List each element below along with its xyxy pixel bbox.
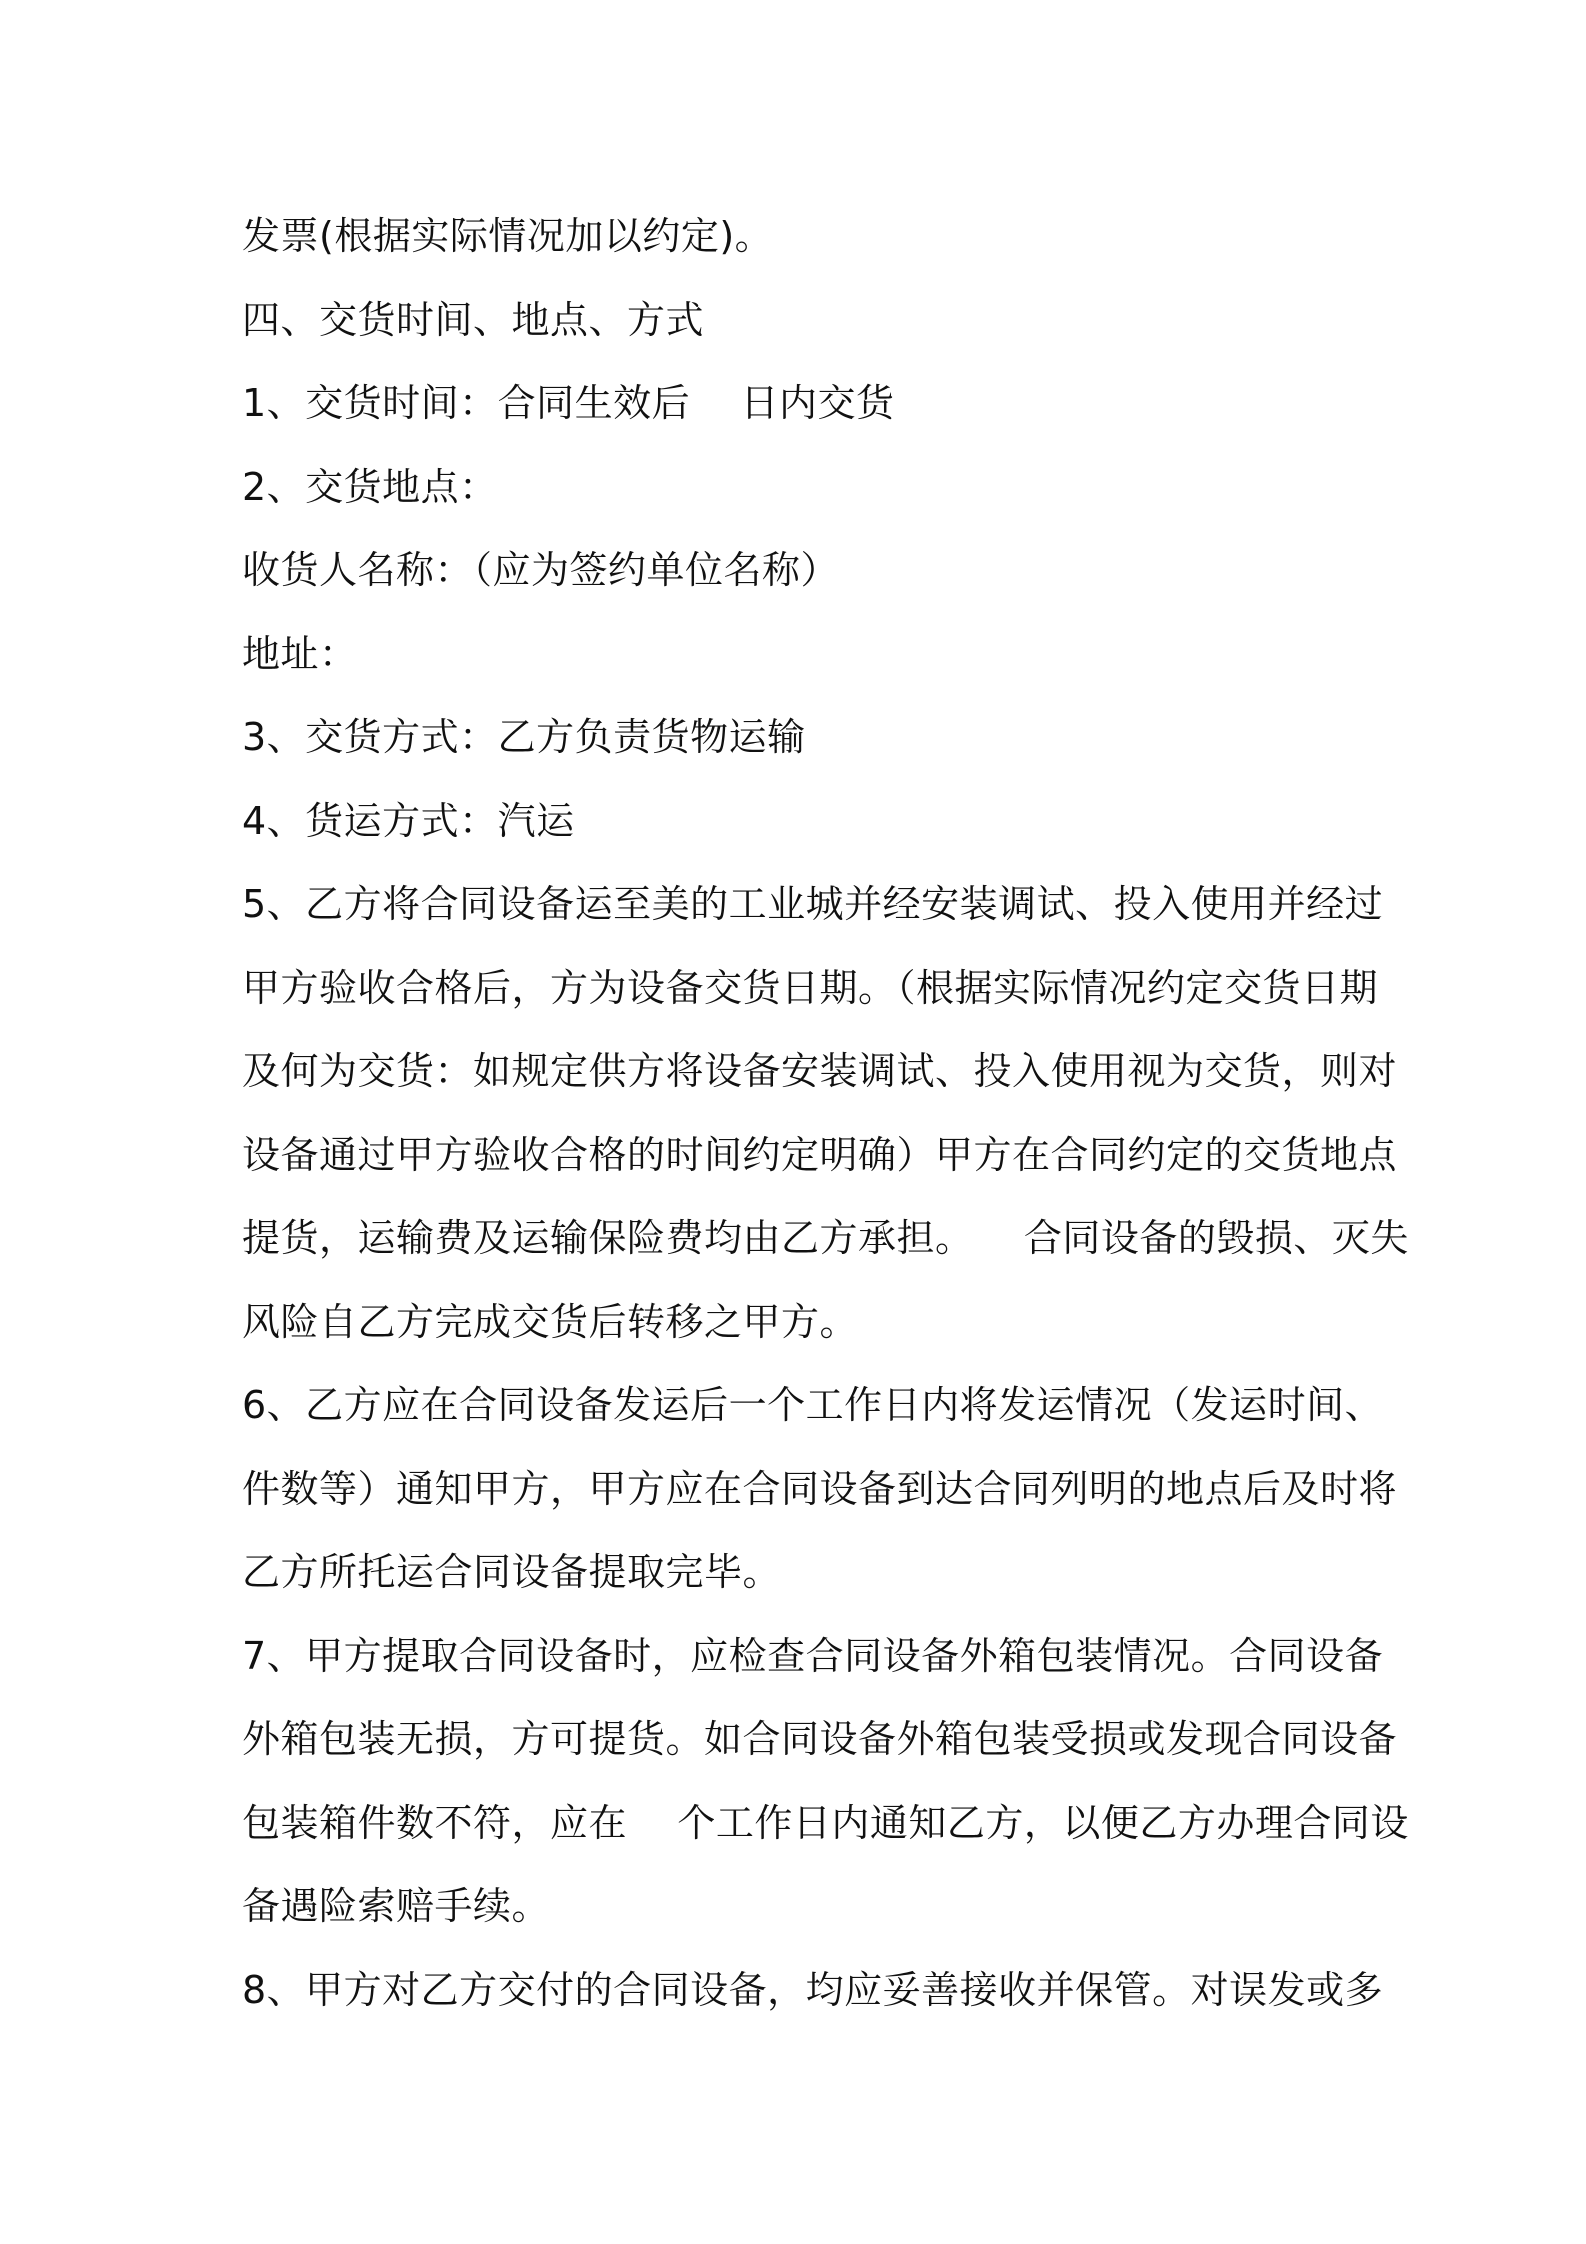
- text-line-clause-7: 包装箱件数不符，应在 个工作日内通知乙方，以便乙方办理合同设: [242, 1800, 1409, 1845]
- text-line-delivery-place: 2、交货地点：: [242, 464, 498, 509]
- text-line-delivery-method: 3、交货方式：乙方负责货物运输: [242, 715, 806, 759]
- text-line-clause-7: 备遇险索赔手续。: [242, 1884, 551, 1928]
- text-line-clause-7: 7、甲方提取合同设备时，应检查合同设备外箱包装情况。合同设备: [242, 1633, 1384, 1678]
- text-line-freight-method: 4、货运方式：汽运: [242, 798, 575, 843]
- section-heading-delivery: 四、交货时间、地点、方式: [242, 297, 705, 342]
- text-line-clause-5: 甲方验收合格后，方为设备交货日期。（根据实际情况约定交货日期: [242, 965, 1379, 1010]
- document-body: [242, 195, 1409, 2032]
- text-line-clause-6: 乙方所托运合同设备提取完毕。: [242, 1550, 782, 1594]
- text-line-clause-5: 及何为交货：如规定供方将设备安装调试、投入使用视为交货，则对: [242, 1049, 1398, 1093]
- text-line-clause-6: 件数等）通知甲方，甲方应在合同设备到达合同列明的地点后及时将: [242, 1466, 1398, 1511]
- text-line-address: 地址：: [242, 631, 358, 676]
- text-line-clause-5: 提货，运输费及运输保险费均由乙方承担。 合同设备的毁损、灭失: [242, 1216, 1409, 1260]
- text-line-consignee-name: 收货人名称：（应为签约单位名称）: [242, 548, 840, 592]
- text-line-clause-5: 设备通过甲方验收合格的时间约定明确）甲方在合同约定的交货地点: [242, 1132, 1398, 1177]
- text-line-clause-5: 风险自乙方完成交货后转移之甲方。: [242, 1299, 859, 1344]
- text-line-invoice-note: 发票(根据实际情况加以约定)。: [242, 214, 774, 258]
- text-line-clause-5: 5、乙方将合同设备运至美的工业城并经安装调试、投入使用并经过: [242, 882, 1384, 926]
- text-line-clause-6: 6、乙方应在合同设备发运后一个工作日内将发运情况（发运时间、: [242, 1383, 1384, 1427]
- text-line-delivery-time: 1、交货时间：合同生效后 日内交货: [242, 381, 895, 425]
- text-line-clause-8: 8、甲方对乙方交付的合同设备，均应妥善接收并保管。对误发或多: [242, 1967, 1384, 2012]
- text-line-clause-7: 外箱包装无损，方可提货。如合同设备外箱包装受损或发现合同设备: [242, 1717, 1398, 1761]
